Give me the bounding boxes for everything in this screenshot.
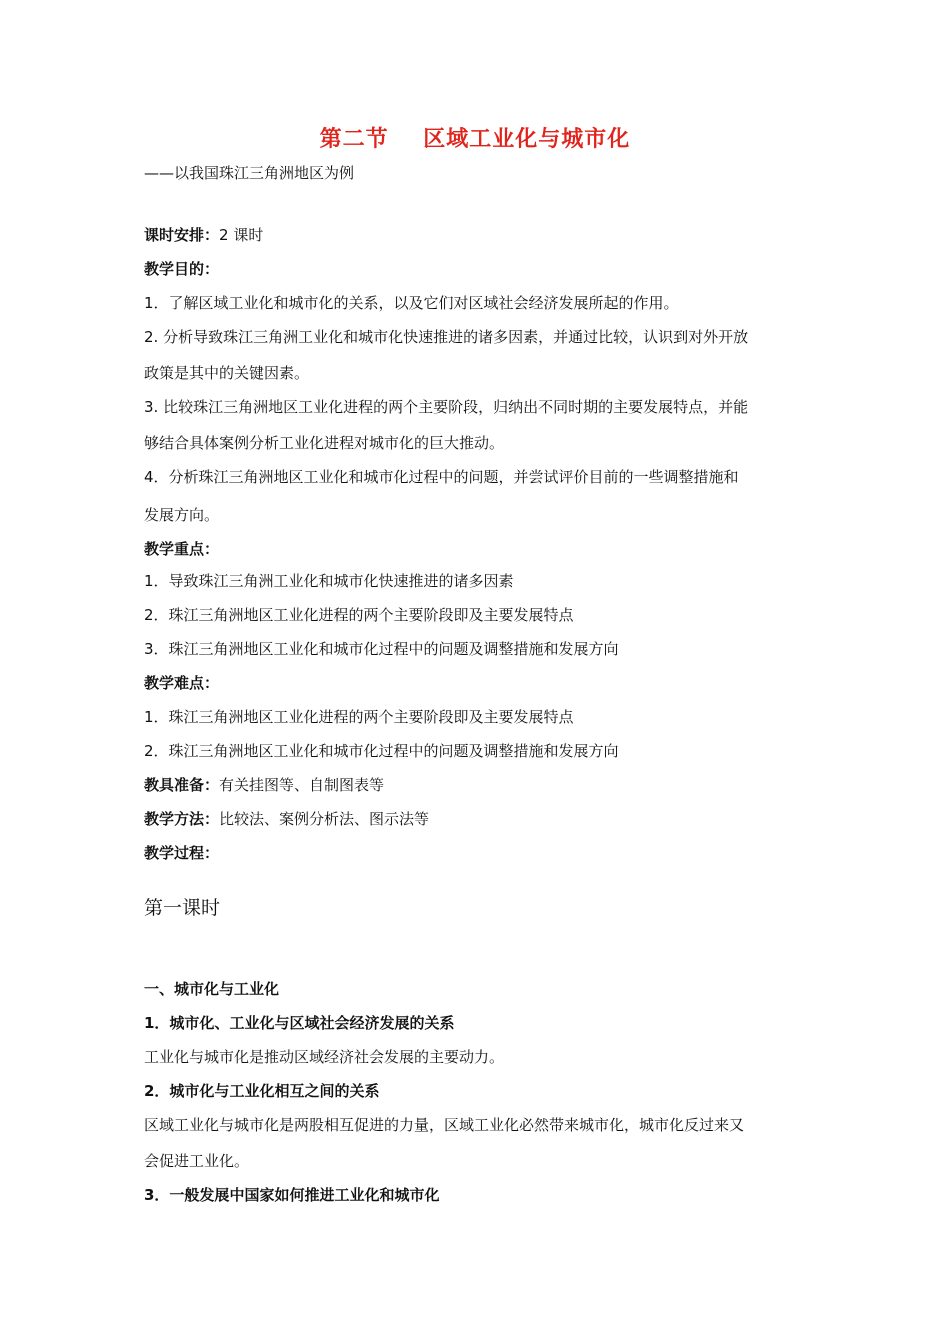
schedule-line (144, 225, 263, 245)
lesson-heading: 第一课时 (144, 897, 221, 919)
objective-item-4-line-2: 发展方向。 (144, 506, 220, 524)
objective-item-4-line-1: 4．分析珠江三角洲地区工业化和城市化过程中的问题，并尝试评价目前的一些调整措施和 (144, 468, 739, 486)
key-points-heading: 教学重点： (144, 540, 220, 558)
objectives-heading: 教学目的： (144, 260, 220, 278)
section-1-sub-1: 1．城市化、工业化与区域社会经济发展的关系 (144, 1014, 455, 1032)
objective-item-2-line-1: 2. 分析导致珠江三角洲工业化和城市化快速推进的诸多因素，并通过比较，认识到对外开放 (144, 328, 749, 346)
methods-line (144, 809, 429, 829)
objective-item-3-line-1: 3. 比较珠江三角洲地区工业化进程的两个主要阶段，归纳出不同时期的主要发展特点，并能 (144, 398, 749, 416)
schedule-label: 课时安排： (144, 226, 220, 244)
schedule-value: 2 课时 (219, 226, 264, 244)
section-1-text-2-line-1: 区域工业化与城市化是两股相互促进的力量，区域工业化必然带来城市化，城市化反过来又 (144, 1116, 745, 1134)
objective-item-3-line-2: 够结合具体案例分析工业化进程对城市化的巨大推动。 (144, 434, 505, 452)
methods-value: 比较法、案例分析法、图示法等 (219, 810, 430, 828)
key-point-item-2: 2．珠江三角洲地区工业化进程的两个主要阶段即及主要发展特点 (144, 606, 574, 624)
key-point-item-1: 1．导致珠江三角洲工业化和城市化快速推进的诸多因素 (144, 572, 514, 590)
page-title: 第二节 区域工业化与城市化 (319, 127, 631, 152)
section-1-text-2-line-2: 会促进工业化。 (144, 1152, 250, 1170)
tools-line (144, 775, 384, 795)
page-subtitle: ——以我国珠江三角洲地区为例 (144, 164, 355, 182)
section-1-heading: 一、城市化与工业化 (144, 980, 280, 998)
section-1-sub-3: 3．一般发展中国家如何推进工业化和城市化 (144, 1186, 440, 1204)
section-1-text-1: 工业化与城市化是推动区域经济社会发展的主要动力。 (144, 1048, 505, 1066)
objective-item-2-line-2: 政策是其中的关键因素。 (144, 364, 310, 382)
difficulties-heading: 教学难点： (144, 674, 220, 692)
objective-item-1: 1．了解区域工业化和城市化的关系，以及它们对区域社会经济发展所起的作用。 (144, 294, 679, 312)
methods-label: 教学方法： (144, 810, 220, 828)
tools-value: 有关挂图等、自制图表等 (219, 776, 385, 794)
key-point-item-3: 3．珠江三角洲地区工业化和城市化过程中的问题及调整措施和发展方向 (144, 640, 619, 658)
tools-label: 教具准备： (144, 776, 220, 794)
difficulty-item-2: 2．珠江三角洲地区工业化和城市化过程中的问题及调整措施和发展方向 (144, 742, 619, 760)
process-heading: 教学过程： (144, 844, 220, 862)
difficulty-item-1: 1．珠江三角洲地区工业化进程的两个主要阶段即及主要发展特点 (144, 708, 574, 726)
section-1-sub-2: 2．城市化与工业化相互之间的关系 (144, 1082, 380, 1100)
